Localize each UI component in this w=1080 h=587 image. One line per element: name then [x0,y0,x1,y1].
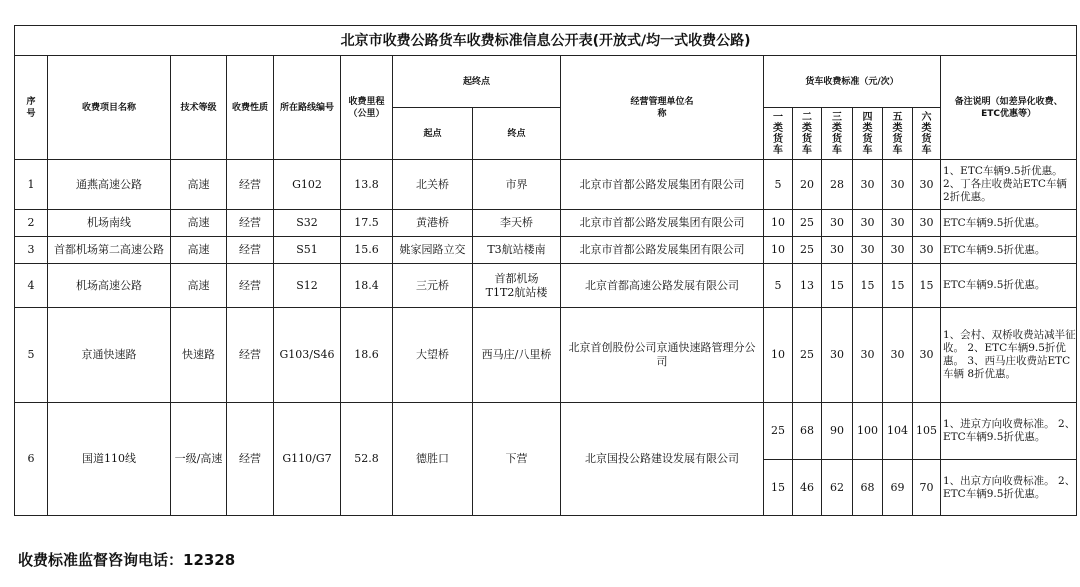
header-operator: 经营管理单位名称 [561,56,764,160]
row-fee-4: 30 [853,237,883,264]
header-no: 序号 [15,56,48,160]
row-end: T3航站楼南 [473,237,561,264]
hotline-text: 收费标准监督咨询电话：12328 [18,551,236,569]
row-end: 市界 [473,160,561,210]
row-grade: 高速 [171,264,227,308]
header-project-name: 收费项目名称 [48,56,171,160]
row-start: 德胜口 [393,403,473,516]
row-fee-4: 30 [853,210,883,237]
row-no: 1 [15,160,48,210]
header-category-5: 五类货车 [883,108,913,160]
header-nature: 收费性质 [227,56,274,160]
row-remark: 1、进京方向收费标准。 2、ETC车辆9.5折优惠。 [941,403,1077,460]
row-fee-4: 68 [853,460,883,516]
row-fee-2: 13 [793,264,822,308]
row-mileage: 18.4 [341,264,393,308]
row-end: 李天桥 [473,210,561,237]
row-nature: 经营 [227,210,274,237]
row-fee-5: 15 [883,264,913,308]
row-fee-1: 10 [764,237,793,264]
table-row [15,210,1077,237]
row-fee-4: 30 [853,308,883,403]
row-fee-2: 25 [793,210,822,237]
row-end: 下营 [473,403,561,516]
header-route-no: 所在路线编号 [274,56,341,160]
row-remark: 1、会村、双桥收费站减半征收。 2、ETC车辆9.5折优惠。 3、西马庄收费站ETC车辆 8折优惠。 [941,308,1077,403]
row-operator: 北京首都高速公路发展有限公司 [561,264,764,308]
row-nature: 经营 [227,403,274,516]
row-no: 6 [15,403,48,516]
table-row [15,308,1077,403]
row-operator: 北京国投公路建设发展有限公司 [561,403,764,516]
row-operator: 北京市首都公路发展集团有限公司 [561,210,764,237]
row-operator: 北京首创股份公司京通快速路管理分公司 [561,308,764,403]
row-fee-3: 15 [822,264,853,308]
header-tech-grade: 技术等级 [171,56,227,160]
row-remark: ETC车辆9.5折优惠。 [941,237,1077,264]
row-fee-4: 100 [853,403,883,460]
row-fee-5: 30 [883,160,913,210]
row-remark: ETC车辆9.5折优惠。 [941,264,1077,308]
row-project-name: 国道110线 [48,403,171,516]
row-fee-3: 62 [822,460,853,516]
row-fee-5: 104 [883,403,913,460]
table-title: 北京市收费公路货车收费标准信息公开表(开放式/均一式收费公路) [15,26,1077,56]
row-fee-2: 68 [793,403,822,460]
table-row [15,160,1077,210]
row-no: 5 [15,308,48,403]
row-route: S32 [274,210,341,237]
row-fee-2: 25 [793,237,822,264]
row-project-name: 首都机场第二高速公路 [48,237,171,264]
row-fee-3: 30 [822,308,853,403]
row-fee-4: 30 [853,160,883,210]
row-fee-2: 46 [793,460,822,516]
row-fee-1: 25 [764,403,793,460]
row-mileage: 13.8 [341,160,393,210]
row-operator: 北京市首都公路发展集团有限公司 [561,237,764,264]
row-start: 大望桥 [393,308,473,403]
row-end: 西马庄/八里桥 [473,308,561,403]
row-nature: 经营 [227,308,274,403]
row-remark: 1、出京方向收费标准。 2、ETC车辆9.5折优惠。 [941,460,1077,516]
row-nature: 经营 [227,264,274,308]
header-category-3: 三类货车 [822,108,853,160]
row-start: 黄港桥 [393,210,473,237]
row-mileage: 52.8 [341,403,393,516]
row-start: 北关桥 [393,160,473,210]
row-remark: 1、ETC车辆9.5折优惠。 2、丁各庄收费站ETC车辆 2折优惠。 [941,160,1077,210]
row-fee-4: 15 [853,264,883,308]
row-fee-1: 10 [764,210,793,237]
row-fee-6: 30 [913,160,941,210]
toll-standard-table [14,25,1077,516]
row-fee-3: 30 [822,210,853,237]
table-row [15,403,1077,460]
row-project-name: 机场高速公路 [48,264,171,308]
header-category-1: 一类货车 [764,108,793,160]
header-endpoints: 起终点 [393,56,561,108]
row-route: S51 [274,237,341,264]
header-start: 起点 [393,108,473,160]
row-fee-3: 30 [822,237,853,264]
row-no: 2 [15,210,48,237]
row-fee-6: 70 [913,460,941,516]
header-remarks: 备注说明（如差异化收费、ETC优惠等） [941,56,1077,160]
row-fee-1: 15 [764,460,793,516]
row-remark: ETC车辆9.5折优惠。 [941,210,1077,237]
row-grade: 高速 [171,210,227,237]
row-fee-3: 90 [822,403,853,460]
row-fee-6: 30 [913,237,941,264]
row-nature: 经营 [227,237,274,264]
header-category-6: 六类货车 [913,108,941,160]
row-grade: 高速 [171,160,227,210]
row-fee-6: 105 [913,403,941,460]
row-no: 3 [15,237,48,264]
row-nature: 经营 [227,160,274,210]
row-start: 姚家园路立交 [393,237,473,264]
row-route: G103/S46 [274,308,341,403]
row-fee-1: 5 [764,264,793,308]
row-end: 首都机场 T1T2航站楼 [473,264,561,308]
row-route: S12 [274,264,341,308]
header-end: 终点 [473,108,561,160]
row-route: G110/G7 [274,403,341,516]
row-mileage: 18.6 [341,308,393,403]
table-row [15,264,1077,308]
row-fee-2: 20 [793,160,822,210]
row-mileage: 15.6 [341,237,393,264]
row-project-name: 机场南线 [48,210,171,237]
row-grade: 快速路 [171,308,227,403]
row-operator: 北京市首都公路发展集团有限公司 [561,160,764,210]
row-start: 三元桥 [393,264,473,308]
header-fee-standard: 货车收费标准（元/次） [764,56,941,108]
row-project-name: 通燕高速公路 [48,160,171,210]
row-fee-6: 30 [913,210,941,237]
row-fee-5: 30 [883,308,913,403]
header-category-2: 二类货车 [793,108,822,160]
row-fee-5: 69 [883,460,913,516]
row-mileage: 17.5 [341,210,393,237]
row-project-name: 京通快速路 [48,308,171,403]
row-grade: 高速 [171,237,227,264]
row-fee-5: 30 [883,210,913,237]
row-fee-5: 30 [883,237,913,264]
table-row [15,237,1077,264]
row-grade: 一级/高速 [171,403,227,516]
header-mileage: 收费里程（公里） [341,56,393,160]
row-route: G102 [274,160,341,210]
header-category-4: 四类货车 [853,108,883,160]
row-fee-3: 28 [822,160,853,210]
row-fee-6: 30 [913,308,941,403]
row-fee-2: 25 [793,308,822,403]
row-fee-6: 15 [913,264,941,308]
row-no: 4 [15,264,48,308]
row-fee-1: 5 [764,160,793,210]
row-fee-1: 10 [764,308,793,403]
